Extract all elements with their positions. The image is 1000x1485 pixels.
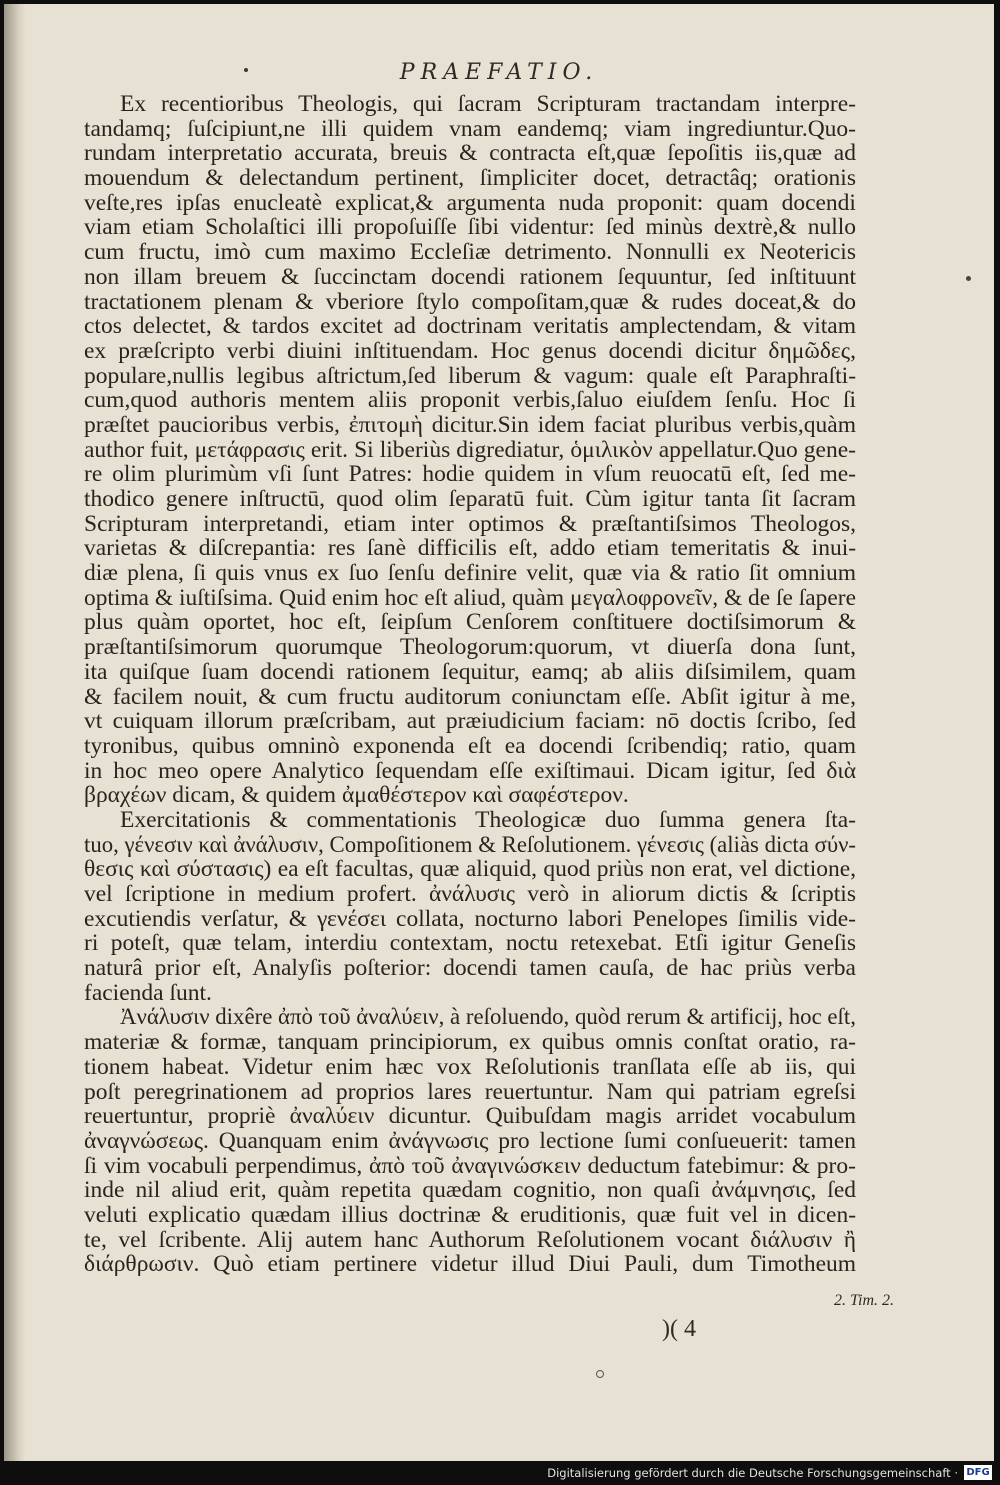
text-line: veſte,res ipſas enucleatè explicat,& argumenta nuda proponit: quam docendi	[84, 189, 856, 216]
text-line: Ἀνάλυσιν dixêre ἀπὸ τοῦ ἀναλύειν, à reſoluendo, quòd rerum & artificij, hoc eſt,	[120, 1004, 856, 1031]
text-line: Ex recentioribus Theologis, qui ſacram Scripturam tractandam interpre-	[120, 91, 856, 117]
text-line: populare,nullis legibus aſtrictum,ſed liberum & vagum: quale eſt Paraphraſti-	[84, 362, 857, 389]
text-line: tractationem plenam & vberiore ſtylo compoſitam,quæ & rudes doceat,& do	[84, 288, 857, 315]
text-line: poſt peregrinationem ad proprios lares reuertuntur. Nam qui patriam egreſsi	[84, 1078, 857, 1105]
dfg-logo: DFG	[964, 1465, 992, 1480]
footer-credit: Digitalisierung gefördert durch die Deutsche Forschungsgemeinschaft ·	[547, 1466, 958, 1480]
text-line: materiæ & formæ, tanquam principiorum, ex quibus omnis conſtat oratio, ra-	[84, 1029, 856, 1056]
text-line: ἀναγνώσεως. Quanquam enim ἀνάγνωσις pro lectione ſumi conſueuerit: tamen	[84, 1127, 856, 1154]
book-page	[4, 4, 994, 1461]
text-line: διάρθρωσιν. Quò etiam pertinere videtur illud Diui Pauli, dum Timotheum	[84, 1251, 857, 1278]
text-line: βραχέων dicam, & quidem ἀμαθέστερον καὶ σαφέστερον.	[84, 782, 629, 809]
text-line: thodico genere inſtructū, quod olim ſeparatū fuit. Cùm igitur tanta ſit ſacram	[84, 486, 857, 512]
text-line: tionem habeat. Videtur enim hæc vox Reſolutionis tranſlata eſſe ab iis, qui	[84, 1053, 856, 1080]
text-line: vt cuiquam illorum præſcribam, aut præiudicium faciam: nō doctis ſcribo, ſed	[84, 708, 857, 735]
text-line: reuertuntur, propriè ἀναλύειν dicuntur. Quibuſdam magis arridet vocabulum	[84, 1103, 857, 1130]
text-line: ex præſcripto verbi diuini inſtituendam. Hoc genus docendi dicitur δημῶδες,	[84, 337, 856, 364]
body-text	[84, 92, 856, 1277]
text-line: viam etiam Scholaſtici illi propoſuiſſe ſibi videntur: ſed minùs dextrè,& nullo	[84, 214, 857, 241]
text-line: non illam breuem & ſuccinctam docendi rationem ſequuntur, ſed inſtituunt	[84, 263, 857, 290]
text-line: optima & iuſtiſsima. Quid enim hoc eſt aliud, quàm μεγαλοφρονεῖν, & de ſe ſapere	[84, 584, 856, 611]
text-line: vel ſcriptione in medium profert. ἀνάλυσις verò in aliorum dictis & ſcriptis	[84, 881, 856, 907]
text-line: cum fructu, imò cum maximo Eccleſiæ detrimento. Nonnulli ex Neotericis	[84, 239, 856, 266]
text-line: & facilem nouit, & cum fructu auditorum coniunctam eſſe. Abſit igitur à me,	[84, 683, 856, 710]
text-line: naturâ prior eſt, Analyſis poſterior: docendi tamen cauſa, de hac priùs verba	[84, 955, 856, 982]
text-line: cum,quod authoris mentem aliis proponit verbis,ſaluo eiuſdem ſenſu. Hoc ſi	[84, 387, 857, 414]
text-line: tyronibus, quibus omninò exponenda eſt ea docendi ſcribendiq; ratio, quam	[84, 732, 857, 759]
signature-mark: )( 4	[662, 1316, 696, 1342]
text-line: ri poteſt, quæ telam, interdiu contextam, noctu retexebat. Etſi igitur Geneſis	[84, 930, 857, 957]
margin-note: 2. Tim. 2.	[834, 1292, 895, 1309]
text-line: inde nil aliud erit, quàm repetita quædam cognitio, non quaſi ἀνάμνησις, ſed	[84, 1177, 857, 1204]
text-line: re olim plurimùm vſi ſunt Patres: hodie quidem in vſum reuocatū eſt, ſed me-	[84, 461, 857, 488]
text-line: tuo, γένεσιν καὶ ἀνάλυσιν, Compoſitionem & Reſolutionem. γένεσις (aliàs dicta σύν-	[84, 831, 856, 858]
text-line: excutiendis verſatur, & γενέσει collata, nocturno labori Penelopes ſimilis vide-	[84, 905, 856, 932]
text-line: Scripturam interpretandi, etiam inter optimos & præſtantiſsimos Theologos,	[84, 510, 857, 537]
text-line: præſtet paucioribus verbis, ἐπιτομὴ dicitur.Sin idem faciat pluribus verbis,quàm	[84, 411, 857, 438]
text-line: ctos delectet, & tardos excitet ad doctrinam veritatis amplectendam, & vitam	[84, 313, 857, 340]
text-line: θεσις καὶ σύστασις) ea eſt facultas, quæ aliquid, quod priùs non erat, vel dictione,	[84, 856, 857, 883]
text-line: Exercitationis & commentationis Theologicæ duo ſumma genera ſta-	[120, 806, 856, 833]
text-line: te, vel ſcribente. Alij autem hanc Authorum Reſolutionem vocant διάλυσιν ἢ	[84, 1226, 857, 1253]
footer-bar	[0, 1462, 1000, 1485]
text-line: diæ plena, ſi quis vnus ex ſuo ſenſu definire velit, quæ via & ratio ſit omnium	[84, 560, 857, 587]
ink-speck	[966, 276, 971, 281]
text-line: author fuit, μετάφρασις erit. Si liberiùs digrediatur, ὁμιλικὸν appellatur.Quo gene-	[84, 436, 856, 463]
ornament-circle-icon	[596, 1370, 604, 1378]
text-line: facienda ſunt.	[84, 979, 212, 1006]
text-line: ita quiſque ſuam docendi rationem ſequitur, eamq; ab aliis diſsimilem, quam	[84, 658, 857, 685]
text-line: in hoc meo opere Analytico ſequendam eſſe exiſtimaui. Dicam igitur, ſed διὰ	[84, 757, 857, 784]
page-gutter-shadow	[4, 4, 26, 1461]
text-line: rundam interpretatio accurata, breuis & contracta eſt,quæ ſepoſitis iis,quæ ad	[84, 140, 856, 167]
text-line: præſtantiſsimorum quorumque Theologorum:quorum, vt diuerſa dona ſunt,	[84, 634, 857, 661]
text-line: tandamq; ſuſcipiunt,ne illi quidem vnam eandemq; viam ingrediuntur.Quo-	[84, 115, 856, 142]
text-line: plus quàm oportet, hoc eſt, ſeipſum Cenſorem conſtituere doctiſsimorum &	[84, 609, 857, 636]
text-line: ſi vim vocabuli perpendimus, ἀπὸ τοῦ ἀναγινώσκειν deductum fatebimur: & pro-	[84, 1152, 856, 1179]
text-line: veluti explicatio quædam illius doctrinæ & eruditionis, quæ fuit vel in dicen-	[84, 1201, 857, 1228]
text-line: varietas & diſcrepantia: res ſanè difficilis eſt, addo etiam temeritatis & inui-	[84, 535, 857, 562]
running-header: PRAEFATIO.	[399, 60, 599, 85]
text-line: mouendum & delectandum pertinent, ſimpliciter docet, detractâq; orationis	[84, 165, 856, 192]
